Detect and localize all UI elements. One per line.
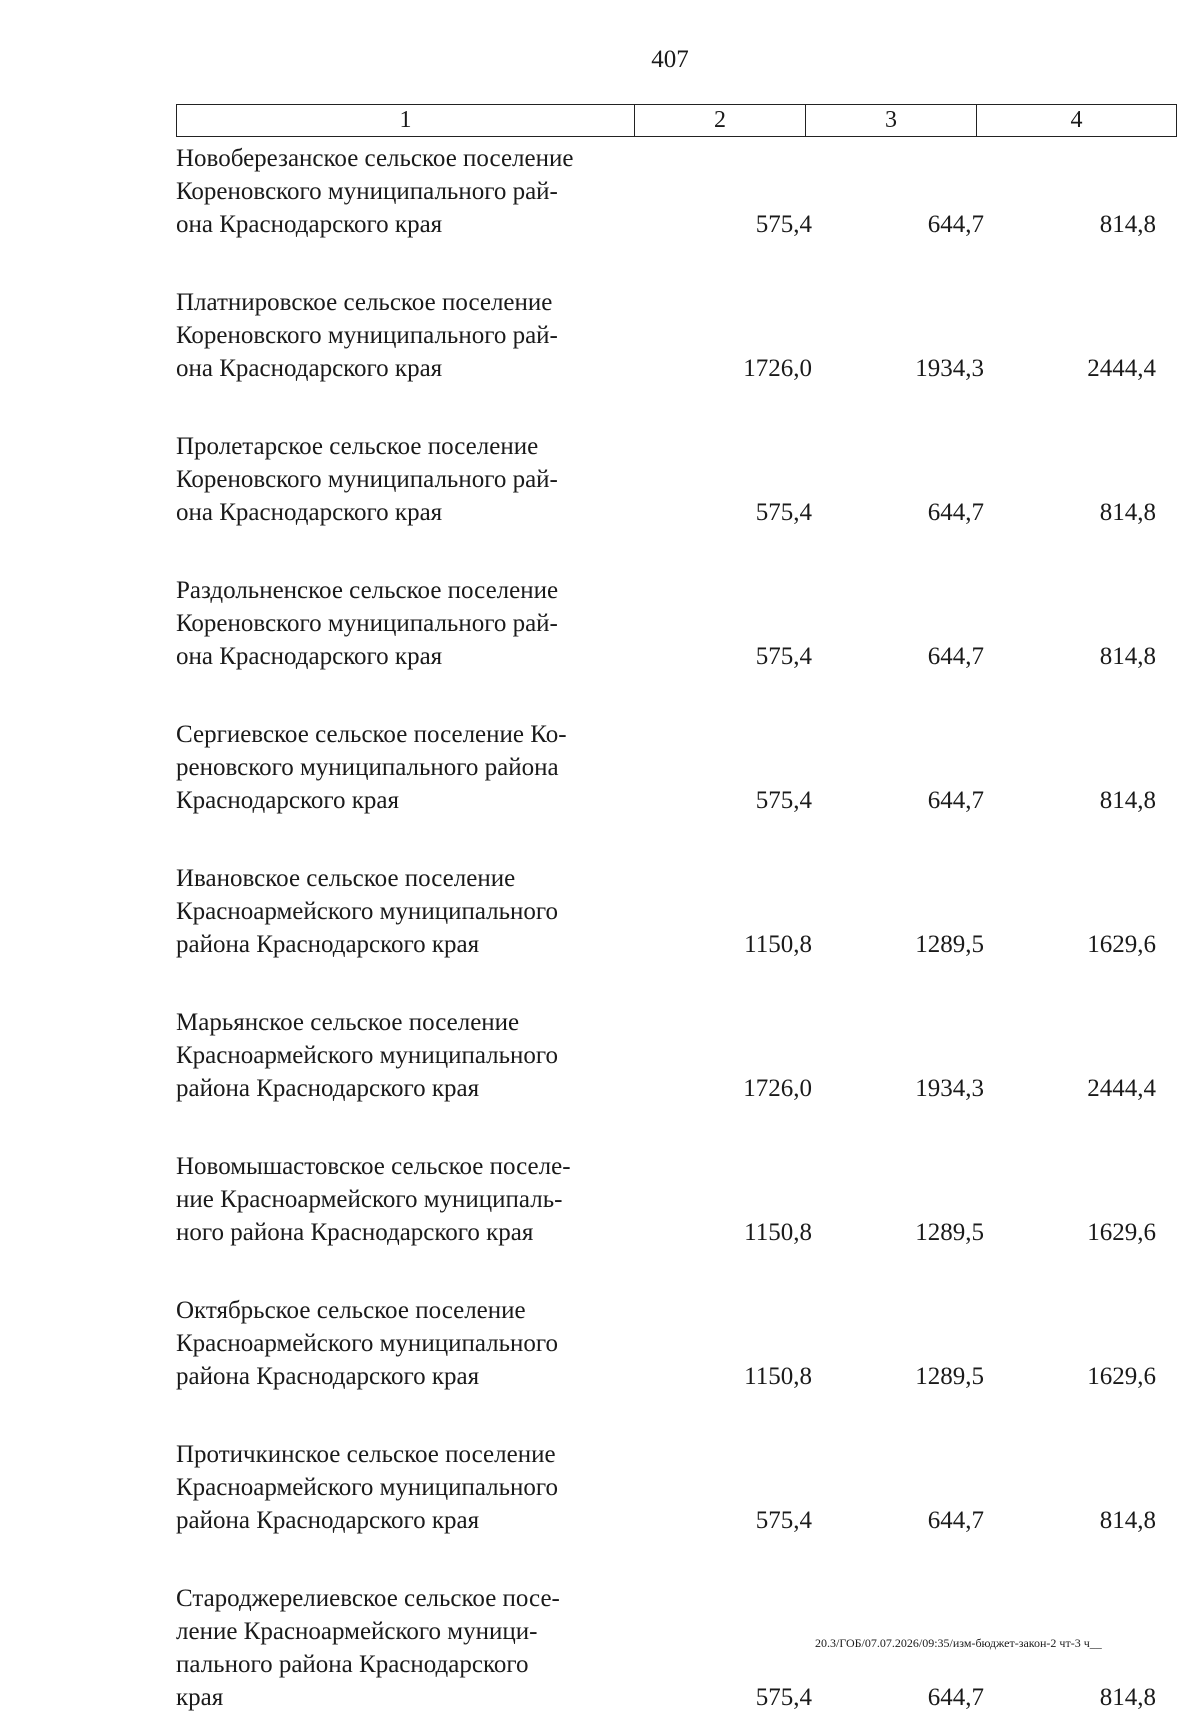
value-col-3: 1289,5	[915, 1219, 984, 1246]
settlement-name: Протичкинское сельское поселение Красноармейского муниципального района Краснодарского края	[176, 1441, 559, 1534]
value-col-4: 1629,6	[1087, 931, 1156, 958]
settlement-name: Октябрьское сельское поселение Красноармейского муниципального района Краснодарского края	[176, 1297, 559, 1390]
table-row	[176, 862, 1176, 961]
settlement-name: Староджерелиевское сельское посе- ление Красноармейского муници- пального района Краснодарского края	[176, 1585, 560, 1711]
value-col-2: 1150,8	[744, 1363, 812, 1390]
value-col-3: 1934,3	[915, 355, 984, 382]
page-number: 407	[651, 46, 689, 73]
value-col-2: 1726,0	[743, 1075, 812, 1102]
value-col-4: 814,8	[1099, 1507, 1156, 1534]
table-row	[176, 1438, 1176, 1537]
settlement-name: Ивановское сельское поселение Красноармейского муниципального района Краснодарского края	[176, 865, 559, 958]
value-col-4: 814,8	[1099, 1684, 1156, 1711]
value-col-3: 644,7	[927, 499, 984, 526]
value-col-3: 644,7	[927, 643, 984, 670]
value-col-2: 575,4	[755, 1507, 812, 1534]
value-col-3: 644,7	[927, 787, 984, 814]
settlement-name: Новомышастовское сельское поселе- ние Красноармейского муниципаль- ного района Краснодарского края	[176, 1153, 571, 1246]
value-col-2: 575,4	[755, 787, 812, 814]
header-col-2: 2	[635, 105, 806, 137]
settlement-name: Платнировское сельское поселение Кореновского муниципального рай- она Краснодарского края	[176, 289, 558, 382]
settlement-name: Раздольненское сельское поселение Кореновского муниципального рай- она Краснодарского края	[176, 577, 559, 670]
value-col-3: 644,7	[927, 1684, 984, 1711]
table-row	[176, 1294, 1176, 1393]
table-row	[176, 430, 1176, 529]
header-col-3: 3	[806, 105, 977, 137]
settlement-name: Сергиевское сельское поселение Ко- реновского муниципального района Краснодарского края	[176, 721, 567, 814]
value-col-3: 1289,5	[915, 1363, 984, 1390]
header-col-4: 4	[977, 105, 1177, 137]
table-row	[176, 1150, 1176, 1249]
table-header	[176, 104, 1177, 137]
value-col-2: 1726,0	[743, 355, 812, 382]
value-col-2: 1150,8	[744, 931, 812, 958]
value-col-2: 575,4	[755, 643, 812, 670]
value-col-4: 814,8	[1099, 499, 1156, 526]
value-col-4: 1629,6	[1087, 1363, 1156, 1390]
value-col-4: 814,8	[1099, 787, 1156, 814]
header-col-1: 1	[177, 105, 635, 137]
value-col-2: 1150,8	[744, 1219, 812, 1246]
value-col-3: 1289,5	[915, 931, 984, 958]
value-col-3: 644,7	[927, 1507, 984, 1534]
table-row	[176, 1006, 1176, 1105]
document-footer-code: 20.3/ГОБ/07.07.2026/09:35/изм-бюджет-закон-2 чт-3 ч__	[815, 1636, 1102, 1650]
settlement-name: Новоберезанское сельское поселение Кореновского муниципального рай- она Краснодарского края	[176, 145, 574, 238]
value-col-4: 1629,6	[1087, 1219, 1156, 1246]
value-col-4: 814,8	[1099, 211, 1156, 238]
value-col-2: 575,4	[755, 211, 812, 238]
value-col-4: 2444,4	[1087, 1075, 1156, 1102]
table-row	[176, 286, 1176, 385]
value-col-2: 575,4	[755, 1684, 812, 1711]
settlement-name: Пролетарское сельское поселение Кореновского муниципального рай- она Краснодарского края	[176, 433, 558, 526]
table-body	[176, 142, 1176, 1714]
table-row	[176, 718, 1176, 817]
value-col-3: 644,7	[927, 211, 984, 238]
value-col-4: 2444,4	[1087, 355, 1156, 382]
value-col-2: 575,4	[755, 499, 812, 526]
table-row	[176, 574, 1176, 673]
value-col-4: 814,8	[1099, 643, 1156, 670]
value-col-3: 1934,3	[915, 1075, 984, 1102]
table-row	[176, 142, 1176, 241]
settlement-name: Марьянское сельское поселение Красноармейского муниципального района Краснодарского края	[176, 1009, 559, 1102]
